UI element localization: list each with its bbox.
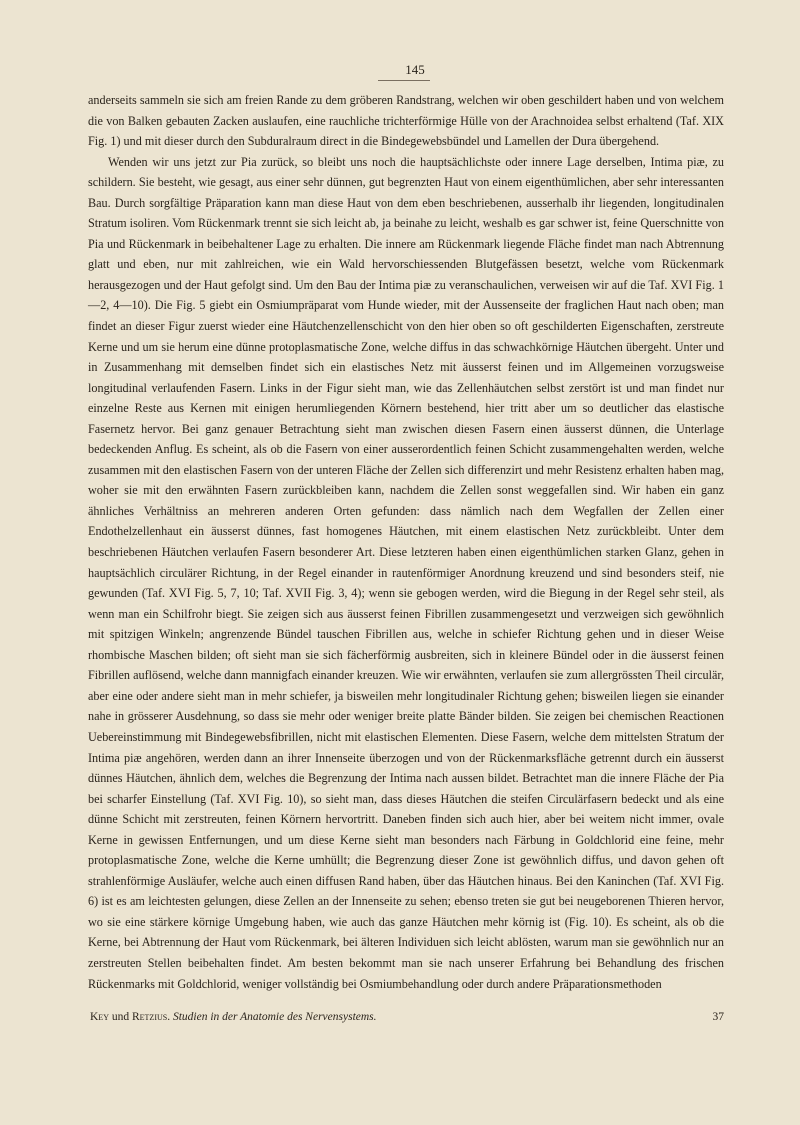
footer-author-retzius: Retzius. [131, 1011, 171, 1023]
page-number-rule [378, 80, 430, 81]
footer-signature: 37 [712, 1011, 724, 1023]
paragraph-2: Wenden wir uns jetzt zur Pia zurück, so bleibt uns noch die hauptsächlichste oder innere Lage derselben, Intima piæ, zu schildern. Sie besteht, wie gesagt, aus einer sehr dünnen, gut begrenzten Haut von einem eigenthümlichen, aber sehr interessanten Bau. Durch sorgfältige Präparation kann man diese Haut von dem eben beschriebenen, ausserhalb ihr liegenden, longitudinalen Stratum isoliren. Vom Rückenmark trennt sie sich leicht ab, ja beinahe zu leicht, weshalb es gar schwer ist, feine Querschnitte von Pia und Rückenmark in beibehaltener Lage zu erhalten. Die innere am Rückenmark liegende Fläche findet man nach Abtrennung glatt und eben, nur mit zahlreichen, wie ein Wald hervorschiessenden Blutgefässen besetzt, welche vom Rückenmark herausgezogen und der Haut gefolgt sind. Um den Bau der Intima piæ zu veranschaulichen, verweisen wir auf die Taf. XVI Fig. 1—2, 4—10). Die Fig. 5 giebt ein Osmiumpräparat vom Hunde wieder, mit der Aussenseite der fraglichen Haut nach oben; man findet an dieser Figur zuerst wieder eine Häutchenzellenschicht von den hier oben so oft geschilderten Eigenschaften, zerstreute Kerne und um sie herum eine dünne protoplasmatische Zone, welche diffus in das schwachkörnige Häutchen übergeht. Unter und in Zusammenhang mit demselben findet sich ein elastisches Netz mit äusserst feinen und im Allgemeinen vorzugsweise longitudinal verlaufenden Fasern. Links in der Figur sieht man, wie das Zellenhäutchen selbst zerstört ist und man findet nur einzelne Reste aus Kernen mit einigen herumliegenden Körnern bestehend, hier tritt aber um so deutlicher das elastische Fasernetz hervor. Bei ganz genauer Betrachtung sieht man zwischen diesen Fasern einen äusserst dünnen, die Unterlage bedeckenden Anflug. Es scheint, als ob die Fasern von einer ausserordentlich feinen Schicht zusammengehalten werden, welche zusammen mit den elastischen Fasern von der unteren Fläche der Zellen sich differenzirt und mehr Resistenz erhalten haben mag, woher sie mit den erwähnten Fasern zurückbleiben kann, nachdem die Zellen sonst weggefallen sind. Wir haben ein ganz ähnliches Verhältniss an mehreren anderen Orten gefunden: dass nämlich nach dem Wegfallen der Zellen einer Endothelzellenhaut ein äusserst dünnes, fast homogenes Häutchen, mit einem elastischen Netz zurückbleibt. Unter dem beschriebenen Häutchen verlaufen Fasern besonderer Art. Diese letzteren haben einen eigenthümlichen starken Glanz, gehen in hauptsächlich circulärer Richtung, in der Regel einander in rautenförmiger Anordnung kreuzend und sind besonders steif, nie gewunden (Taf. XVI Fig. 5, 7, 10; Taf. XVII Fig. 3, 4); wenn sie gebogen werden, wird die Biegung in der Regel sehr steil, als wenn man ein Schilfrohr biegt. Sie zeigen sich aus äusserst feinen Fibrillen zusammengesetzt und verzweigen sich gewöhnlich mit spitzigen Winkeln; angrenzende Bündel tauschen Fibrillen aus, welche in schiefer Richtung gehen und in dieser Weise rhombische Maschen bilden; oft sieht man sie sich fächerförmig ausbreiten, sich in kleinere Bündel oder in die äusserst feinen Fibrillen auflösend, welche dann mannigfach einander kreuzen. Wie wir erwähnten, verlaufen sie zum allergrössten Theil circulär, aber eine oder andere sieht man in mehr schiefer, ja bisweilen mehr longitudinaler Richtung gehen; bisweilen liegen sie einander nahe in grösserer Ausdehnung, so dass sie mehr oder weniger breite platte Bänder bilden. Sie zeigen bei chemischen Reactionen Uebereinstimmung mit Bindegewebsfibrillen, nicht mit elastischen Elementen. Diese Fasern, welche dem mittelsten Stratum der Intima piæ angehören, werden dann an ihrer Innenseite überzogen und von der Rückenmarksfläche getrennt durch ein äusserst dünnes Häutchen, ähnlich dem, welches die Begrenzung der Intima nach aussen bildet. Betrachtet man die innere Fläche der Pia bei scharfer Einstellung (Taf. XVI Fig. 10), so sieht man, dass dieses Häutchen die steifen Circulärfasern bedeckt und als eine dünne Schicht mit zerstreuten, feinen Körnern hervortritt. Daneben finden sich auch hier, aber bei weitem nicht immer, ovale Kerne in gewissen Entfernungen, und um diese Kerne sieht man besonders nach Färbung in Goldchlorid eine feine, mehr protoplasmatische Zone, welche die Kerne umhüllt; die Begrenzung dieser Zone ist gewöhnlich diffus, und davon gehen oft strahlenförmige Ausläufer, welche auch einen diffusen Rand haben, über das Häutchen hinaus. Bei den Kaninchen (Taf. XVI Fig. 6) ist es am leichtesten gelungen, diese Zellen an der Innenseite zu sehen; ebenso treten sie gut bei neugeborenen Thieren hervor, wo sie eine stärkere körnige Umgebung haben, wie auch das ganze Häutchen mehr körnig ist (Fig. 10). Es scheint, als ob die Kerne, bei Abtrennung der Haut vom Rückenmark, bei älteren Individuen sich leicht ablösten, warum man sie gewöhnlich nur an zerstreuten Stellen beibehalten findet. Am besten bekommt man sie nach unserer Erfahrung bei Behandlung des frischen Rückenmarks mit Goldchlorid, weniger vollständig bei Osmiumbehandlung oder durch andere Präparationsmethoden [88, 154, 724, 991]
footer-connector: und [111, 1011, 130, 1023]
paragraph-1: anderseits sammeln sie sich am freien Rande zu dem gröberen Randstrang, welchen wir oben geschildert haben und von welchem die von Balken gebauten Zacken auslaufen, eine rauchliche trichterförmige Hülle von der Arachnoidea selbst erhaltend (Taf. XIX Fig. 1) und mit dieser durch den Subduralraum direct in die Bindegewebsbündel und Lamellen der Dura übergehend. [88, 93, 724, 149]
footer [90, 1011, 724, 1023]
page-number: 145 [405, 62, 425, 77]
body-text [88, 90, 724, 994]
footer-author-key: Key [90, 1011, 109, 1023]
footer-book-title: Studien in der Anatomie des Nervensystems. [172, 1011, 377, 1023]
